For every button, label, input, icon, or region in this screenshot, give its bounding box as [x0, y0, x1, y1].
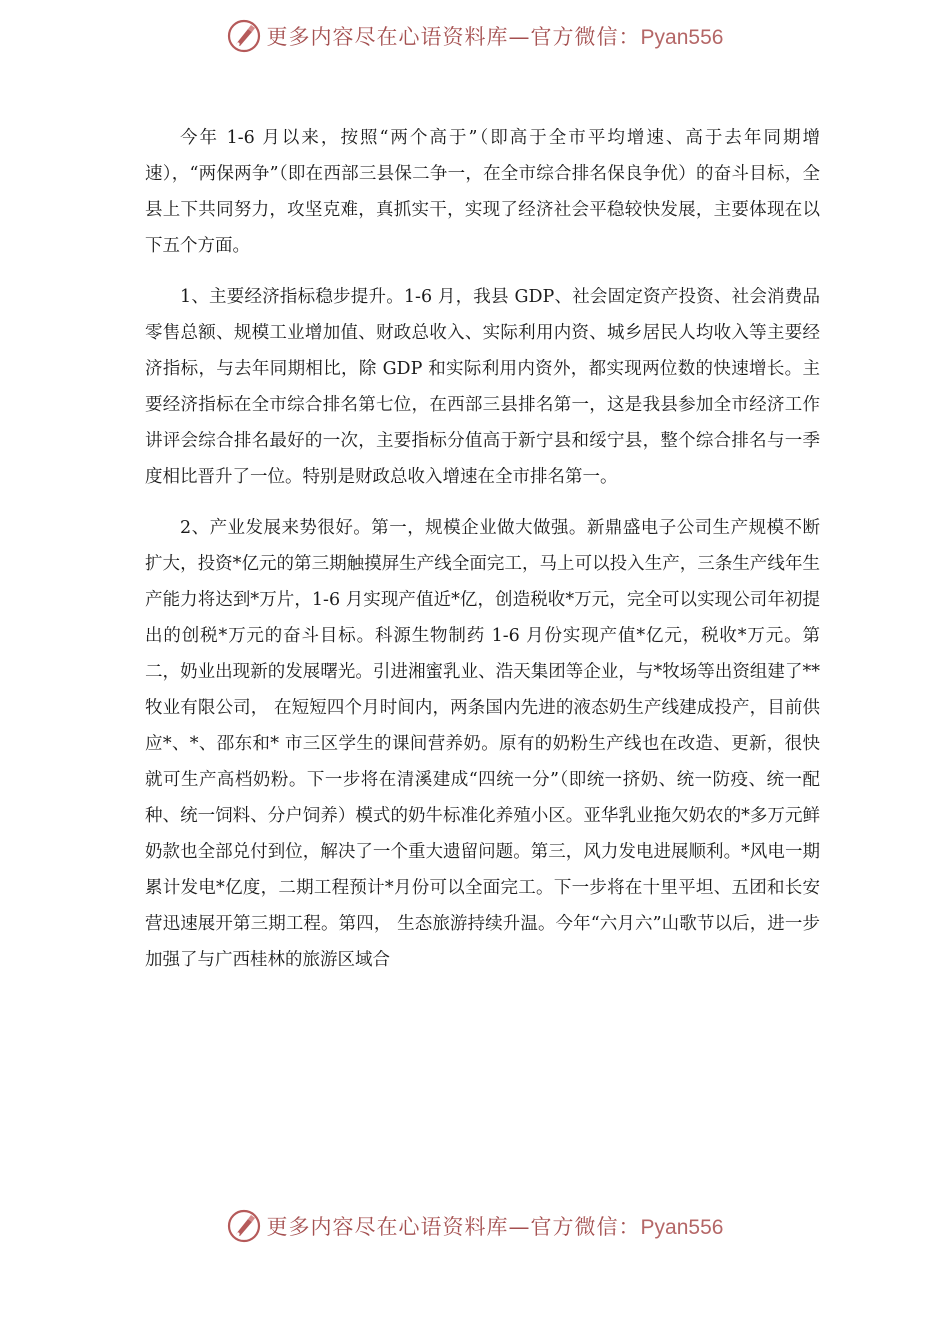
watermark-wechat-id: Pyan556 — [640, 26, 724, 49]
paragraph-intro: 今年 1-6 月以来，按照“两个高于”（即高于全市平均增速、高于去年同期增速），“两保两争”（即在西部三县保二争一，在全市综合排名保良争优）的奋斗目标，全县上下共同努力，攻坚克难，真抓实干，实现了经济社会平稳较快发展，主要体现在以下五个方面。 — [145, 128, 820, 256]
header-watermark — [0, 14, 950, 58]
footer-watermark — [0, 1204, 950, 1248]
pen-seal-logo-icon — [227, 1209, 261, 1243]
watermark-wechat-id: Pyan556 — [640, 1216, 724, 1239]
pen-seal-logo-icon — [227, 19, 261, 53]
watermark-text: 更多内容尽在心语资料库—官方微信：Pyan556 — [266, 1215, 724, 1239]
document-body — [145, 120, 820, 993]
watermark-text: 更多内容尽在心语资料库—官方微信：Pyan556 — [266, 25, 724, 49]
paragraph-economic-indicators: 1、主要经济指标稳步提升。1-6 月，我县 GDP、社会固定资产投资、社会消费品零售总额、规模工业增加值、财政总收入、实际利用内资、城乡居民人均收入等主要经济指标，与去年同期相比，除 GDP 和实际利用内资外，都实现两位数的快速增长。主要经济指标在全市综合排名第七位，在西部三县排名第一，这是我县参加全市经济工作讲评会综合排名最好的一次，主要指标分值高于新宁县和绥宁县，整个综合排名与一季度相比晋升了一位。特别是财政总收入增速在全市排名第一。 — [145, 287, 820, 487]
paragraph-industry-development: 2、产业发展来势很好。第一，规模企业做大做强。新鼎盛电子公司生产规模不断扩大，投资*亿元的第三期触摸屏生产线全面完工，马上可以投入生产，三条生产线年生产能力将达到*万片，1-6 月实现产值近*亿，创造税收*万元，完全可以实现公司年初提出的创税*万元的奋斗目标。科源生物制药 1-6 月份实现产值*亿元，税收*万元。第二，奶业出现新的发展曙光。引进湘蜜乳业、浩天集团等企业，与*牧场等出资组建了**牧业有限公司， 在短短四个月时间内，两条国内先进的液态奶生产线建成投产，目前供应*、*、邵东和* 市三区学生的课间营养奶。原有的奶粉生产线也在改造、更新，很快就可生产高档奶粉。下一步将在清溪建成“四统一分”（即统一挤奶、统一防疫、统一配种、统一饲料、分户饲养）模式的奶牛标准化养殖小区。亚华乳业拖欠奶农的*多万元鲜奶款也全部兑付到位，解决了一个重大遗留问题。第三，风力发电进展顺利。*风电一期累计发电*亿度，二期工程预计*月份可以全面完工。下一步将在十里平坦、五团和长安营迅速展开第三期工程。第四， 生态旅游持续升温。今年“六月六”山歌节以后，进一步加强了与广西桂林的旅游区域合 — [145, 518, 820, 970]
